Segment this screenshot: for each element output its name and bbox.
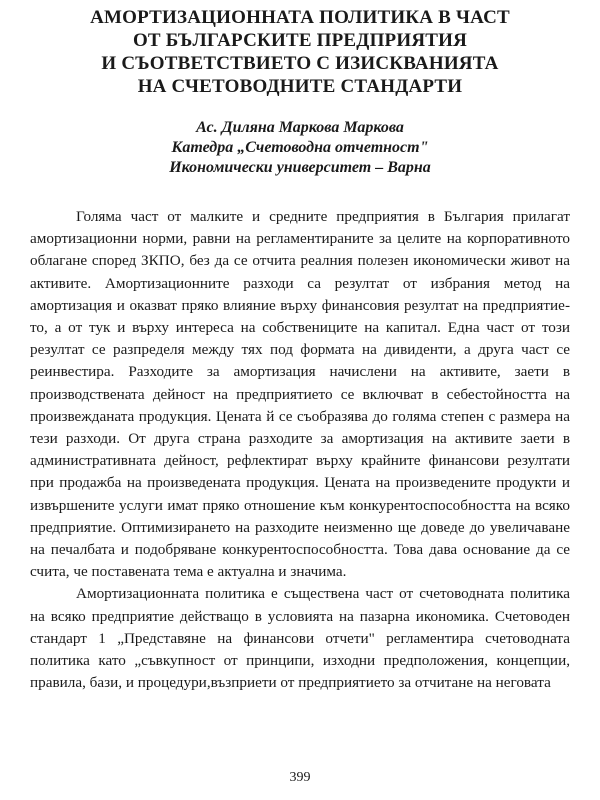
body-paragraph: Голяма част от малките и средните предприятия в България прилагат амортизационни норми, равни на регламентираните за целите на корпоративното облагане според ЗКПО, без да се отчита реалния полезен икономически живот на активите. Амортизационните разходи са резултат от избрания метод на амортизация и оказват пряко влияние върху финансовия резултат на предприятието, а от тук и върху интереса на собствениците на капитал. Една част от този резултат се разпределя между тях под формата на дивиденти, а друга част се реинвестира. Разходите за амортизация начислени на активите, заети в производствената дейност на предприятието се включват в себестойността на произвежданата продукция. Цената й се съобразява до голяма степен с размера на тези разходи. От друга страна разходите за амортизация на активите заети в административната дейност, рефлектират върху крайните финансови резултати при продажба на произведената продукция. Цената на произведените продукти и извършените услуги имат пряко отношение към конкурентоспособността на всяко предприятие. Оптимизирането на разходите неизменно ще доведе до увеличаване на печалбата и подобряване конкурентоспособността. Това дава основание да се счита, че поставената тема е актуална и значима. bbox=[30, 208, 570, 581]
article-body bbox=[30, 206, 570, 694]
article-title bbox=[40, 6, 560, 98]
title-line: НА СЧЕТОВОДНИТЕ СТАНДАРТИ bbox=[137, 76, 463, 97]
author-department: Катедра „Счетоводна отчетност" bbox=[171, 139, 429, 156]
author-university: Икономически университет – Варна bbox=[169, 159, 431, 176]
title-line: ОТ БЪЛГАРСКИТЕ ПРЕДПРИЯТИЯ bbox=[132, 30, 468, 51]
author-block bbox=[60, 118, 540, 178]
title-line: И СЪОТВЕТСТВИЕТО С ИЗИСКВАНИЯТА bbox=[101, 53, 499, 74]
author-name: Ас. Диляна Маркова Маркова bbox=[196, 119, 404, 136]
title-line: АМОРТИЗАЦИОННАТА ПОЛИТИКА В ЧАСТ bbox=[90, 7, 510, 28]
page-number: 399 bbox=[289, 770, 311, 785]
body-paragraph: Амортизационната политика е съществена част от счетоводната политика на всяко предприятие действащо в условията на пазарна икономика. Счетоводен стандарт 1 „Представяне на финансови отчети" регламентира счетоводната политика като „съвкупност от принципи, изходни предположения, концепции, правила, бази, и процедури,възприети от предприятието за отчитане на неговата bbox=[30, 585, 570, 692]
